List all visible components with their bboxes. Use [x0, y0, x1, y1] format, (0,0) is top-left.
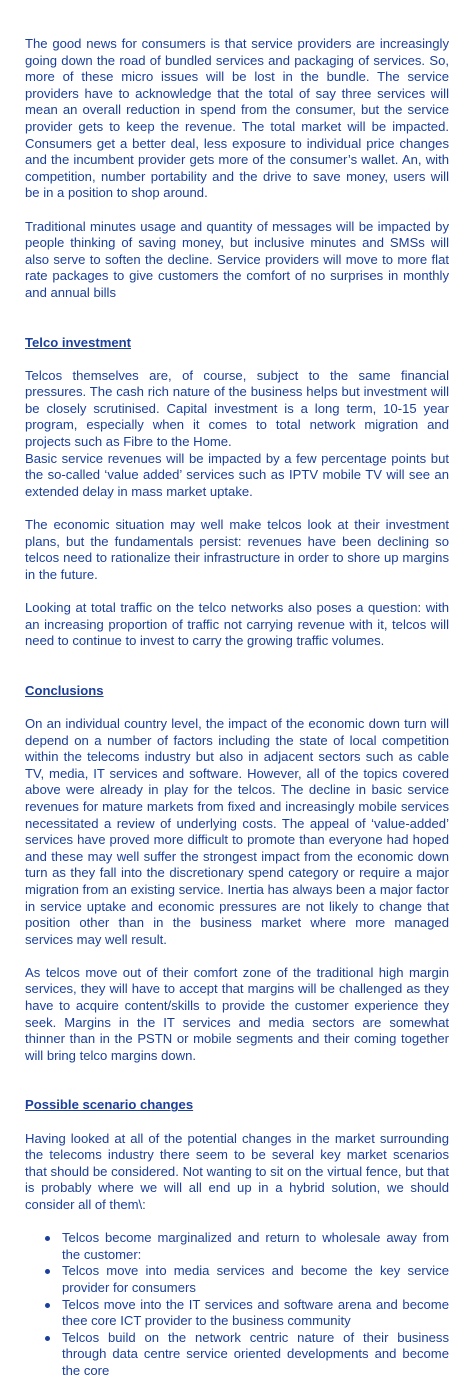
list-item	[25, 1297, 449, 1330]
intro-paragraph-1: The good news for consumers is that service providers are increasingly going down the road of bundled services and packaging of services. So, more of these micro issues will be lost in the bundle. The service providers have to acknowledge that the total of say three services will mean an overall reduction in spend from the consumer, but the service provider gets to keep the revenue. The total market will be impacted. Consumers get a better deal, less exposure to individual price changes and the incumbent provider gets more of the consumer’s wallet. An, with competition, number portability and the drive to save money, users will be in a position to shop around.	[25, 36, 449, 201]
spacer	[25, 302, 449, 335]
bullet-icon	[45, 1303, 50, 1308]
spacer	[25, 699, 449, 716]
telco-investment-paragraph-4: Looking at total traffic on the telco networks also poses a question: with an increasing proportion of traffic not carrying revenue with it, telcos will need to continue to invest to carry the growing traffic volumes.	[25, 600, 449, 649]
telco-investment-paragraph-3: The economic situation may well make telcos look at their investment plans, but the fundamentals persist: revenues have been declining so telcos need to rationalize their infrastructure in order to shore up margins in the future.	[25, 517, 449, 582]
scenario-list	[25, 1230, 449, 1379]
telco-investment-paragraph-1: Telcos themselves are, of course, subject to the same financial pressures. The cash rich nature of the business helps but investment will be closely scrutinised. Capital investment is a long term, 10-15 year program, especially when it comes to total network migration and projects such as Fibre to the Home.	[25, 367, 449, 450]
list-item-text: Telcos build on the network centric nature of their business through data centre service oriented developments and become the core	[62, 1329, 449, 1378]
list-item-text: Telcos become marginalized and return to wholesale away from the customer:	[62, 1230, 449, 1262]
list-item	[25, 1330, 449, 1380]
conclusions-paragraph-1: On an individual country level, the impact of the economic down turn will depend on a number of factors including the state of local competition within the telecoms industry but also in adjacent sectors such as cable TV, media, IT services and software. However, all of the topics covered above were already in play for the telcos. The decline in basic service revenues for mature markets from fixed and increasingly mobile services necessitated a review of underlying costs. The appeal of ‘value-added’ services have proved more difficult to promote than everyone had hoped and these may well suffer the strongest impact from the economic down turn as they fall into the discretionary spend category or require a major migration from an existing service. Inertia has always been a major factor in service uptake and economic pressures are not likely to change that position other than in the business market where more managed services may well result.	[25, 715, 449, 947]
list-item	[25, 1263, 449, 1296]
spacer	[25, 1214, 449, 1231]
spacer	[25, 1114, 449, 1131]
scenarios-heading: Possible scenario changes	[25, 1097, 194, 1113]
list-item-text: Telcos move into the IT services and software arena and become thee core ICT provider to the business community	[62, 1296, 449, 1329]
spacer	[25, 202, 449, 219]
spacer	[25, 650, 449, 683]
intro-paragraph-2: Traditional minutes usage and quantity of messages will be impacted by people thinking of saving money, but inclusive minutes and SMSs will also serve to soften the decline. Service providers will move to more flat rate packages to give customers the comfort of no surprises in monthly and annual bills	[25, 218, 449, 300]
bullet-icon	[45, 1236, 50, 1241]
spacer	[25, 1064, 449, 1097]
bullet-icon	[45, 1269, 50, 1274]
scenarios-paragraph-1: Having looked at all of the potential changes in the market surrounding the telecoms industry there seem to be several key market scenarios that should be considered. Not wanting to sit on the virtual fence, but that is probably where we will all end up in a hybrid solution, we should consider all of them\:	[25, 1130, 449, 1212]
spacer	[25, 583, 449, 600]
telco-investment-heading: Telco investment	[25, 334, 131, 350]
conclusions-heading: Conclusions	[25, 682, 104, 698]
telco-investment-paragraph-2: Basic service revenues will be impacted by a few percentage points but the so-called ‘value added’ services such as IPTV mobile TV will see an extended delay in mass market uptake.	[25, 450, 449, 499]
list-item	[25, 1230, 449, 1263]
spacer	[25, 351, 449, 368]
spacer	[25, 948, 449, 965]
spacer	[25, 500, 449, 517]
bullet-icon	[45, 1336, 50, 1341]
list-item-text: Telcos move into media services and become the key service provider for consumers	[62, 1263, 449, 1295]
conclusions-paragraph-2: As telcos move out of their comfort zone of the traditional high margin services, they will have to accept that margins will be challenged as they have to acquire content/skills to provide the customer experience they seek. Margins in the IT services and media sectors are somewhat thinner than in the PSTN or mobile segments and their coming together will bring telco margins down.	[25, 964, 449, 1063]
